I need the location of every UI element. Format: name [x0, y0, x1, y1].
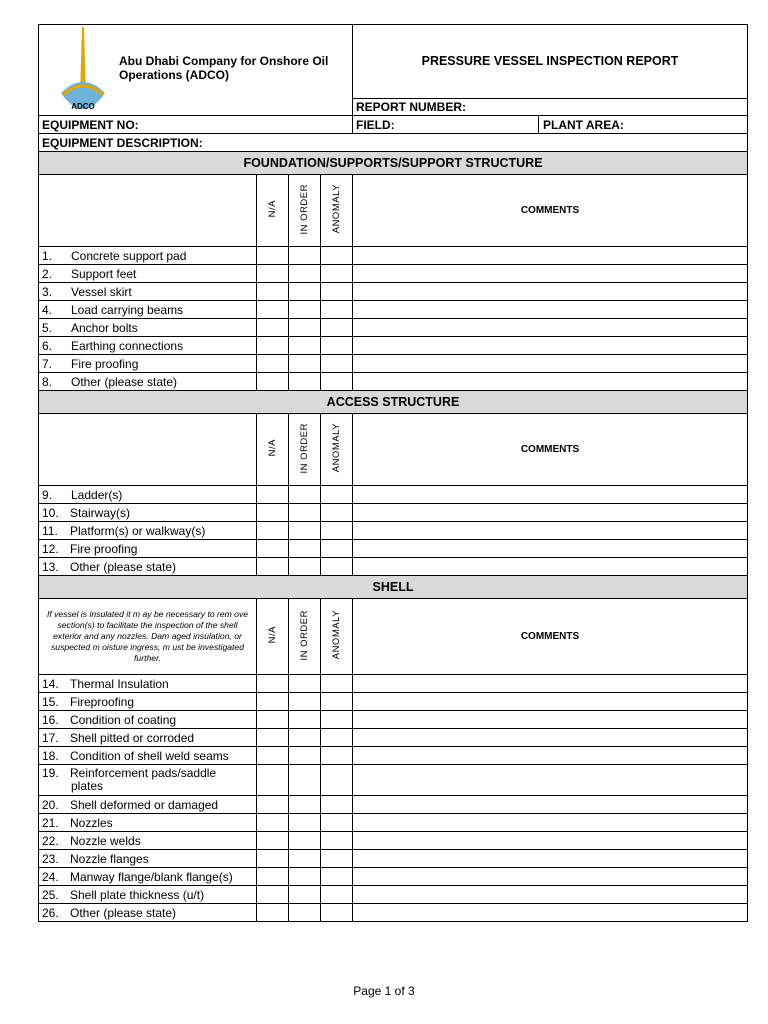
- comment-field[interactable]: [353, 247, 748, 265]
- anomaly-checkbox[interactable]: [321, 832, 353, 850]
- item-label: Fireproofing: [70, 694, 135, 709]
- checklist-row: [39, 522, 748, 540]
- col-in-order: IN ORDER: [289, 414, 321, 486]
- adco-logo: [53, 25, 107, 121]
- na-checkbox[interactable]: [257, 675, 289, 693]
- checklist-row: [39, 693, 748, 711]
- anomaly-checkbox[interactable]: [321, 765, 353, 796]
- checklist-row: [39, 832, 748, 850]
- item-number: 4.: [42, 302, 53, 317]
- in-order-checkbox[interactable]: [289, 283, 321, 301]
- anomaly-checkbox[interactable]: [321, 283, 353, 301]
- item-label-cell: [39, 337, 257, 355]
- na-checkbox[interactable]: [257, 355, 289, 373]
- item-label-cell: [39, 814, 257, 832]
- in-order-checkbox[interactable]: [289, 850, 321, 868]
- checklist-row: [39, 796, 748, 814]
- item-number: 26.: [42, 905, 59, 920]
- col-na: N/A: [257, 414, 289, 486]
- plant-area-field[interactable]: PLANT AREA:: [539, 116, 748, 134]
- anomaly-checkbox[interactable]: [321, 522, 353, 540]
- col-comments: COMMENTS: [353, 414, 748, 486]
- in-order-checkbox[interactable]: [289, 832, 321, 850]
- checklist-row: [39, 729, 748, 747]
- item-number: 11.: [42, 523, 58, 538]
- checklist-row: [39, 558, 748, 576]
- checklist-row: [39, 540, 748, 558]
- comment-field[interactable]: [353, 675, 748, 693]
- na-checkbox[interactable]: [257, 283, 289, 301]
- report-table: [38, 24, 748, 922]
- na-checkbox[interactable]: [257, 904, 289, 922]
- comment-field[interactable]: [353, 814, 748, 832]
- in-order-checkbox[interactable]: [289, 301, 321, 319]
- comment-field[interactable]: [353, 319, 748, 337]
- item-label-cell: [39, 832, 257, 850]
- anomaly-checkbox[interactable]: [321, 301, 353, 319]
- item-number: 24.: [42, 869, 59, 884]
- anomaly-checkbox[interactable]: [321, 729, 353, 747]
- item-number: 1.: [42, 248, 53, 263]
- checklist-row: [39, 904, 748, 922]
- na-checkbox[interactable]: [257, 729, 289, 747]
- item-number: 14.: [42, 676, 59, 691]
- anomaly-checkbox[interactable]: [321, 540, 353, 558]
- anomaly-checkbox[interactable]: [321, 850, 353, 868]
- item-label-cell: [39, 765, 257, 796]
- checklist-row: [39, 486, 748, 504]
- inspection-report: [38, 24, 747, 922]
- item-label: Load carrying beams: [71, 302, 184, 317]
- comment-field[interactable]: [353, 729, 748, 747]
- in-order-checkbox[interactable]: [289, 504, 321, 522]
- na-checkbox[interactable]: [257, 747, 289, 765]
- na-checkbox[interactable]: [257, 522, 289, 540]
- na-checkbox[interactable]: [257, 850, 289, 868]
- anomaly-checkbox[interactable]: [321, 711, 353, 729]
- in-order-checkbox[interactable]: [289, 868, 321, 886]
- na-checkbox[interactable]: [257, 337, 289, 355]
- checklist-row: [39, 265, 748, 283]
- item-label-cell: [39, 868, 257, 886]
- col-na: N/A: [257, 599, 289, 675]
- in-order-checkbox[interactable]: [289, 540, 321, 558]
- item-label: Reinforcement pads/saddle: [70, 766, 217, 780]
- item-label-cell: [39, 850, 257, 868]
- na-checkbox[interactable]: [257, 796, 289, 814]
- item-label-cell: [39, 301, 257, 319]
- item-label-cell: [39, 711, 257, 729]
- na-checkbox[interactable]: [257, 319, 289, 337]
- item-label: Manway flange/blank flange(s): [70, 869, 233, 884]
- item-label: Earthing connections: [71, 338, 184, 353]
- checklist-row: [39, 765, 748, 796]
- item-label-cell: [39, 355, 257, 373]
- report-number-field[interactable]: REPORT NUMBER:: [353, 99, 748, 116]
- na-checkbox[interactable]: [257, 504, 289, 522]
- in-order-checkbox[interactable]: [289, 373, 321, 391]
- item-label-cell: [39, 247, 257, 265]
- item-label-cell: [39, 747, 257, 765]
- item-label-cell: [39, 886, 257, 904]
- in-order-checkbox[interactable]: [289, 904, 321, 922]
- anomaly-checkbox[interactable]: [321, 747, 353, 765]
- comment-field[interactable]: [353, 796, 748, 814]
- page-number: Page 1 of 3: [353, 984, 415, 998]
- na-checkbox[interactable]: [257, 814, 289, 832]
- item-label: Shell plate thickness (u/t): [70, 887, 205, 902]
- comment-field[interactable]: [353, 868, 748, 886]
- item-number: 17.: [42, 730, 59, 745]
- item-number: 5.: [42, 320, 53, 335]
- na-checkbox[interactable]: [257, 558, 289, 576]
- item-number: 2.: [42, 266, 53, 281]
- checklist-row: [39, 747, 748, 765]
- na-checkbox[interactable]: [257, 373, 289, 391]
- anomaly-checkbox[interactable]: [321, 558, 353, 576]
- section-title: SHELL: [39, 576, 748, 599]
- item-label: Condition of shell weld seams: [70, 748, 229, 763]
- comment-field[interactable]: [353, 886, 748, 904]
- item-label: Concrete support pad: [71, 248, 187, 263]
- item-label: Stairway(s): [70, 505, 131, 520]
- col-anomaly: ANOMALY: [321, 599, 353, 675]
- in-order-checkbox[interactable]: [289, 729, 321, 747]
- comment-field[interactable]: [353, 711, 748, 729]
- checklist-row: [39, 868, 748, 886]
- item-number: 16.: [42, 712, 59, 727]
- anomaly-checkbox[interactable]: [321, 355, 353, 373]
- comment-field[interactable]: [353, 850, 748, 868]
- item-label-cell: [39, 319, 257, 337]
- company-cell: [39, 25, 353, 116]
- checklist-row: [39, 337, 748, 355]
- item-number: 22.: [42, 833, 59, 848]
- section-title: FOUNDATION/SUPPORTS/SUPPORT STRUCTURE: [39, 152, 748, 175]
- anomaly-checkbox[interactable]: [321, 504, 353, 522]
- na-checkbox[interactable]: [257, 247, 289, 265]
- in-order-checkbox[interactable]: [289, 486, 321, 504]
- item-label-cell: [39, 504, 257, 522]
- in-order-checkbox[interactable]: [289, 675, 321, 693]
- comment-field[interactable]: [353, 301, 748, 319]
- col-anomaly: ANOMALY: [321, 414, 353, 486]
- na-checkbox[interactable]: [257, 693, 289, 711]
- item-number: 19.: [42, 766, 59, 780]
- in-order-checkbox[interactable]: [289, 558, 321, 576]
- checklist-row: [39, 301, 748, 319]
- na-checkbox[interactable]: [257, 765, 289, 796]
- na-checkbox[interactable]: [257, 868, 289, 886]
- item-label: Thermal Insulation: [70, 676, 169, 691]
- comment-field[interactable]: [353, 904, 748, 922]
- comment-field[interactable]: [353, 337, 748, 355]
- comment-field[interactable]: [353, 693, 748, 711]
- na-checkbox[interactable]: [257, 301, 289, 319]
- item-label-continued: plates: [71, 779, 104, 793]
- field-field[interactable]: FIELD:: [353, 116, 539, 134]
- shell-note: If vessel is insulated it m ay be necessary to rem ove section(s) to facilitate the inspection of the shell exterior and any nozzles. Dam aged insulation, or suspected m oisture ingress, m ust be investigated further.: [39, 599, 257, 675]
- checklist-row: [39, 247, 748, 265]
- item-label-cell: [39, 675, 257, 693]
- item-number: 13.: [42, 559, 59, 574]
- section-items: [39, 247, 748, 391]
- na-checkbox[interactable]: [257, 540, 289, 558]
- anomaly-checkbox[interactable]: [321, 796, 353, 814]
- anomaly-checkbox[interactable]: [321, 868, 353, 886]
- checklist-row: [39, 504, 748, 522]
- col-na: N/A: [257, 175, 289, 247]
- anomaly-checkbox[interactable]: [321, 265, 353, 283]
- item-label: Nozzle welds: [70, 833, 141, 848]
- col-anomaly: ANOMALY: [321, 175, 353, 247]
- na-checkbox[interactable]: [257, 265, 289, 283]
- in-order-checkbox[interactable]: [289, 814, 321, 832]
- equipment-description-field[interactable]: EQUIPMENT DESCRIPTION:: [39, 134, 748, 152]
- item-label: Nozzle flanges: [70, 851, 149, 866]
- item-label-cell: [39, 558, 257, 576]
- checklist-row: [39, 886, 748, 904]
- comment-field[interactable]: [353, 265, 748, 283]
- checklist-row: [39, 814, 748, 832]
- comment-field[interactable]: [353, 486, 748, 504]
- comment-field[interactable]: [353, 504, 748, 522]
- item-label: Fire proofing: [71, 356, 139, 371]
- item-label-cell: [39, 729, 257, 747]
- item-label-cell: [39, 522, 257, 540]
- anomaly-checkbox[interactable]: [321, 814, 353, 832]
- item-label-cell: [39, 693, 257, 711]
- checklist-row: [39, 373, 748, 391]
- anomaly-checkbox[interactable]: [321, 904, 353, 922]
- company-name: Abu Dhabi Company for Onshore Oil Operations (ADCO): [119, 54, 329, 82]
- item-label: Ladder(s): [71, 487, 123, 502]
- anomaly-checkbox[interactable]: [321, 247, 353, 265]
- report-title: PRESSURE VESSEL INSPECTION REPORT: [353, 25, 748, 99]
- item-number: 8.: [42, 374, 53, 389]
- col-comments: COMMENTS: [353, 599, 748, 675]
- item-label-cell: [39, 265, 257, 283]
- item-label-cell: [39, 283, 257, 301]
- section-items: [39, 675, 748, 922]
- anomaly-checkbox[interactable]: [321, 486, 353, 504]
- section-items: [39, 486, 748, 576]
- anomaly-checkbox[interactable]: [321, 886, 353, 904]
- checklist-row: [39, 711, 748, 729]
- item-label: Platform(s) or walkway(s): [70, 523, 206, 538]
- col-in-order: IN ORDER: [289, 599, 321, 675]
- comment-field[interactable]: [353, 765, 748, 796]
- item-number: 3.: [42, 284, 53, 299]
- na-checkbox[interactable]: [257, 832, 289, 850]
- in-order-checkbox[interactable]: [289, 355, 321, 373]
- item-number: 12.: [42, 541, 59, 556]
- comment-field[interactable]: [353, 540, 748, 558]
- checklist-row: [39, 675, 748, 693]
- in-order-checkbox[interactable]: [289, 247, 321, 265]
- item-number: 20.: [42, 797, 59, 812]
- in-order-checkbox[interactable]: [289, 522, 321, 540]
- in-order-checkbox[interactable]: [289, 711, 321, 729]
- section-title: ACCESS STRUCTURE: [39, 391, 748, 414]
- comment-field[interactable]: [353, 283, 748, 301]
- anomaly-checkbox[interactable]: [321, 319, 353, 337]
- checklist-row: [39, 850, 748, 868]
- anomaly-checkbox[interactable]: [321, 675, 353, 693]
- item-label: Shell pitted or corroded: [70, 730, 195, 745]
- item-label: Other (please state): [70, 559, 177, 574]
- in-order-checkbox[interactable]: [289, 337, 321, 355]
- item-number: 21.: [42, 815, 59, 830]
- item-label: Vessel skirt: [71, 284, 132, 299]
- na-checkbox[interactable]: [257, 711, 289, 729]
- item-number: 18.: [42, 748, 59, 763]
- item-number: 25.: [42, 887, 59, 902]
- anomaly-checkbox[interactable]: [321, 373, 353, 391]
- in-order-checkbox[interactable]: [289, 265, 321, 283]
- item-number: 10.: [42, 505, 59, 520]
- item-label: Nozzles: [70, 815, 113, 830]
- in-order-checkbox[interactable]: [289, 765, 321, 796]
- comment-field[interactable]: [353, 832, 748, 850]
- item-number: 23.: [42, 851, 59, 866]
- comment-field[interactable]: [353, 522, 748, 540]
- item-number: 15.: [42, 694, 59, 709]
- in-order-checkbox[interactable]: [289, 319, 321, 337]
- na-checkbox[interactable]: [257, 486, 289, 504]
- item-label: Support feet: [71, 266, 137, 281]
- item-number: 7.: [42, 356, 53, 371]
- comment-field[interactable]: [353, 355, 748, 373]
- item-number: 6.: [42, 338, 53, 353]
- item-label: Shell deformed or damaged: [70, 797, 219, 812]
- in-order-checkbox[interactable]: [289, 886, 321, 904]
- item-label-cell: [39, 540, 257, 558]
- na-checkbox[interactable]: [257, 886, 289, 904]
- item-label: Fire proofing: [70, 541, 138, 556]
- checklist-row: [39, 355, 748, 373]
- checklist-row: [39, 283, 748, 301]
- in-order-checkbox[interactable]: [289, 796, 321, 814]
- item-label: Other (please state): [71, 374, 178, 389]
- item-label: Other (please state): [70, 905, 177, 920]
- item-label-cell: [39, 796, 257, 814]
- anomaly-checkbox[interactable]: [321, 693, 353, 711]
- item-label-cell: [39, 486, 257, 504]
- in-order-checkbox[interactable]: [289, 693, 321, 711]
- comment-field[interactable]: [353, 373, 748, 391]
- in-order-checkbox[interactable]: [289, 747, 321, 765]
- anomaly-checkbox[interactable]: [321, 337, 353, 355]
- svg-text:ADCO: ADCO: [71, 102, 95, 111]
- item-label: Condition of coating: [70, 712, 177, 727]
- col-comments: COMMENTS: [353, 175, 748, 247]
- item-label-cell: [39, 904, 257, 922]
- item-number: 9.: [42, 487, 53, 502]
- checklist-row: [39, 319, 748, 337]
- item-label: Anchor bolts: [71, 320, 138, 335]
- comment-field[interactable]: [353, 558, 748, 576]
- item-label-cell: [39, 373, 257, 391]
- comment-field[interactable]: [353, 747, 748, 765]
- equipment-no-field[interactable]: EQUIPMENT NO:: [39, 116, 353, 134]
- col-in-order: IN ORDER: [289, 175, 321, 247]
